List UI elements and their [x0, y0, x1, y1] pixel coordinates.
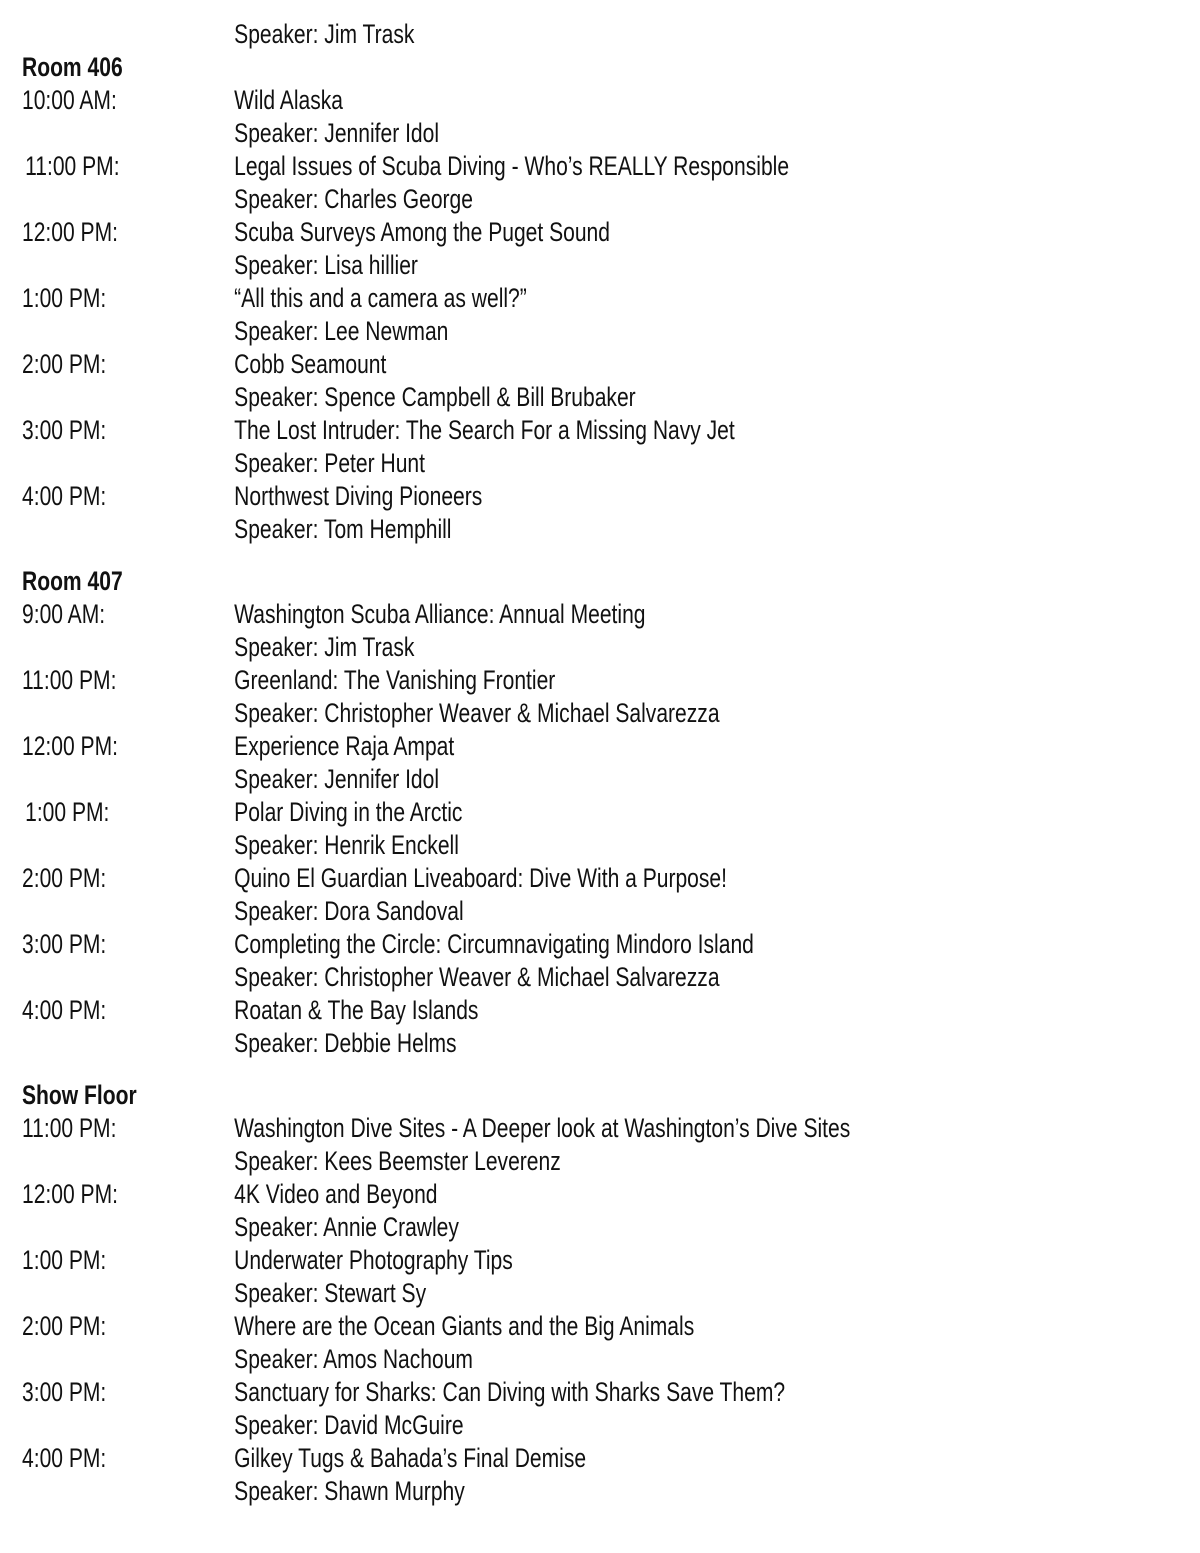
session-time: 2:00 PM: — [22, 1311, 107, 1341]
schedule-document — [22, 18, 1182, 1508]
speaker-name: Speaker: Lisa hillier — [234, 250, 418, 280]
session-time: 10:00 AM: — [22, 85, 117, 115]
speaker-name: Speaker: Dora Sandoval — [234, 896, 464, 926]
session-title: Gilkey Tugs & Bahada’s Final Demise — [234, 1443, 587, 1473]
speaker-line — [22, 1277, 927, 1310]
speaker-line — [22, 895, 927, 928]
session-time: 11:00 PM: — [22, 665, 117, 695]
session-title: Completing the Circle: Circumnavigating Mindoro Island — [234, 929, 754, 959]
session-time-row — [22, 862, 927, 895]
session-time: 1:00 PM: — [22, 283, 107, 313]
speaker-name: Speaker: Amos Nachoum — [234, 1344, 473, 1374]
session-time: 1:00 PM: — [22, 1245, 107, 1275]
session-title: “All this and a camera as well?” — [234, 283, 527, 313]
speaker-line — [22, 1145, 927, 1178]
speaker-name: Speaker: Jennifer Idol — [234, 764, 440, 794]
speaker-line — [22, 315, 927, 348]
room-406-heading: Room 406 — [22, 52, 123, 82]
speaker-line — [22, 697, 927, 730]
session-title: 4K Video and Beyond — [234, 1179, 438, 1209]
session-title: Washington Scuba Alliance: Annual Meeting — [234, 599, 646, 629]
speaker-line — [22, 1475, 927, 1508]
session-time: 1:00 PM: — [25, 797, 110, 827]
session-title: Underwater Photography Tips — [234, 1245, 513, 1275]
speaker-line — [22, 961, 927, 994]
session-time-row — [22, 150, 927, 183]
speaker-name: Speaker: Stewart Sy — [234, 1278, 427, 1308]
session-time-row — [22, 282, 927, 315]
session-time-row — [22, 216, 927, 249]
speaker-name: Speaker: Kees Beemster Leverenz — [234, 1146, 561, 1176]
session-title: Greenland: The Vanishing Frontier — [234, 665, 556, 695]
session-time: 11:00 PM: — [22, 1113, 117, 1143]
session-title: Where are the Ocean Giants and the Big Animals — [234, 1311, 695, 1341]
session-time-row — [22, 928, 927, 961]
speaker-line — [22, 249, 927, 282]
session-title: The Lost Intruder: The Search For a Missing Navy Jet — [234, 415, 735, 445]
speaker-name: Speaker: Annie Crawley — [234, 1212, 459, 1242]
session-time: 3:00 PM: — [22, 929, 107, 959]
section-spacer — [22, 546, 1182, 565]
session-time-row — [22, 796, 927, 829]
session-time: 12:00 PM: — [22, 731, 119, 761]
speaker-line — [22, 183, 927, 216]
session-time-row — [22, 664, 927, 697]
session-time-row — [22, 480, 927, 513]
session-time: 2:00 PM: — [22, 349, 107, 379]
session-title: Experience Raja Ampat — [234, 731, 455, 761]
speaker-line — [22, 381, 927, 414]
speaker-line — [22, 1027, 927, 1060]
session-time: 9:00 AM: — [22, 599, 106, 629]
speaker-line — [22, 631, 927, 664]
speaker-name: Speaker: Spence Campbell & Bill Brubaker — [234, 382, 636, 412]
session-title: Quino El Guardian Liveaboard: Dive With a Purpose! — [234, 863, 727, 893]
session-time-row — [22, 994, 927, 1027]
session-time-row — [22, 1178, 927, 1211]
speaker-line — [22, 513, 927, 546]
speaker-line — [22, 829, 927, 862]
session-time: 4:00 PM: — [22, 1443, 107, 1473]
session-time: 3:00 PM: — [22, 415, 107, 445]
speaker-name: Speaker: Jennifer Idol — [234, 118, 440, 148]
session-title: Scuba Surveys Among the Puget Sound — [234, 217, 610, 247]
speaker-line — [22, 1211, 927, 1244]
speaker-line — [22, 1343, 927, 1376]
session-title: Roatan & The Bay Islands — [234, 995, 479, 1025]
session-time: 12:00 PM: — [22, 217, 119, 247]
session-title: Washington Dive Sites - A Deeper look at Washington’s Dive Sites — [234, 1113, 851, 1143]
speaker-name: Speaker: Tom Hemphill — [234, 514, 452, 544]
speaker-line — [22, 447, 927, 480]
speaker-line — [22, 117, 927, 150]
speaker-name: Speaker: Christopher Weaver & Michael Salvarezza — [234, 698, 720, 728]
session-time-row — [22, 598, 927, 631]
session-time-row — [22, 1310, 927, 1343]
session-title: Sanctuary for Sharks: Can Diving with Sharks Save Them? — [234, 1377, 786, 1407]
session-time-row — [22, 1376, 927, 1409]
speaker-name: Speaker: Debbie Helms — [234, 1028, 457, 1058]
session-time-row — [22, 84, 927, 117]
speaker-name: Speaker: Christopher Weaver & Michael Salvarezza — [234, 962, 720, 992]
speaker-name: Speaker: Shawn Murphy — [234, 1476, 465, 1506]
session-time-row — [22, 1112, 927, 1145]
session-time: 4:00 PM: — [22, 995, 107, 1025]
session-title: Cobb Seamount — [234, 349, 387, 379]
session-title: Legal Issues of Scuba Diving - Who’s REALLY Responsible — [234, 151, 790, 181]
speaker-name: Speaker: Jim Trask — [234, 632, 415, 662]
show-floor-heading: Show Floor — [22, 1080, 137, 1110]
section-spacer — [22, 1060, 1182, 1079]
session-time: 12:00 PM: — [22, 1179, 119, 1209]
session-time-row — [22, 730, 927, 763]
speaker-name: Speaker: David McGuire — [234, 1410, 464, 1440]
session-time-row — [22, 414, 927, 447]
room-407-heading: Room 407 — [22, 566, 123, 596]
session-time: 4:00 PM: — [22, 481, 107, 511]
session-time-row — [22, 1442, 927, 1475]
session-title: Northwest Diving Pioneers — [234, 481, 483, 511]
speaker-line — [22, 763, 927, 796]
speaker-name: Speaker: Charles George — [234, 184, 473, 214]
session-title: Wild Alaska — [234, 85, 344, 115]
session-time: 3:00 PM: — [22, 1377, 107, 1407]
speaker-name: Speaker: Henrik Enckell — [234, 830, 459, 860]
speaker-name: Speaker: Lee Newman — [234, 316, 449, 346]
speaker-line — [22, 1409, 927, 1442]
session-title: Polar Diving in the Arctic — [234, 797, 463, 827]
session-time-row — [22, 348, 927, 381]
session-time-row — [22, 1244, 927, 1277]
session-time: 11:00 PM: — [25, 151, 120, 181]
session-time: 2:00 PM: — [22, 863, 107, 893]
speaker-name: Speaker: Jim Trask — [234, 19, 415, 49]
speaker-line — [22, 18, 927, 51]
speaker-name: Speaker: Peter Hunt — [234, 448, 425, 478]
